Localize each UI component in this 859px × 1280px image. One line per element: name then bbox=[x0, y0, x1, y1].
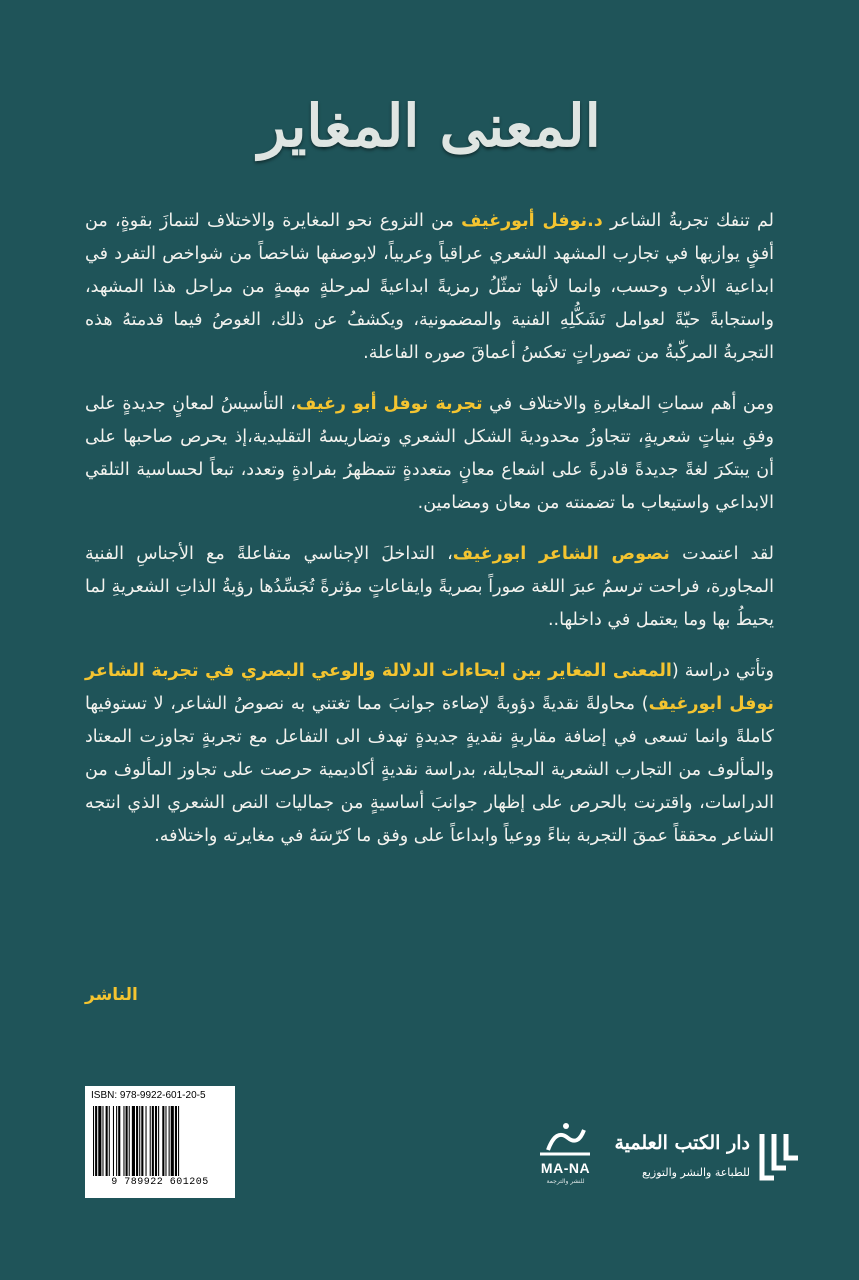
barcode-bar bbox=[150, 1106, 151, 1176]
barcode-digits: 9 789922 601205 bbox=[111, 1177, 209, 1188]
barcode-bar bbox=[132, 1106, 135, 1176]
barcode-bar bbox=[178, 1106, 179, 1176]
isbn-label: ISBN: 978-9922-601-20-5 bbox=[91, 1090, 206, 1101]
barcode-bar bbox=[139, 1106, 140, 1176]
barcode-bar bbox=[136, 1106, 138, 1176]
publisher-signature: الناشر bbox=[85, 985, 138, 1005]
dar-name: دار الكتب العلمية bbox=[614, 1132, 750, 1154]
barcode-bars bbox=[91, 1106, 229, 1176]
barcode-bar bbox=[93, 1106, 94, 1176]
paragraph-3-after: ، التداخلَ الإجناسي متفاعلةً مع الأجناسِ الفنية المجاورة، فراحت ترسمُ عبرَ اللغة صوراً بصريةً وايقاعاتٍ مؤثرةً تُجَسِّدُها رؤيةُ الذاتِ الشعريةِ لما يحيطُ بها وما يعتمل في داخلها.. bbox=[85, 544, 774, 630]
barcode-bar bbox=[126, 1106, 128, 1176]
mana-publisher-logo bbox=[528, 1120, 603, 1198]
dar-emblem-icon bbox=[758, 1130, 802, 1186]
isbn-barcode bbox=[85, 1086, 235, 1198]
barcode-bar bbox=[158, 1106, 159, 1176]
barcode-bar bbox=[155, 1106, 157, 1176]
barcode-bar bbox=[169, 1106, 170, 1176]
dar-publisher-logo bbox=[612, 1128, 802, 1190]
paragraph-2-highlight: تجربة نوفل أبو رغيف bbox=[295, 394, 483, 414]
dar-subtitle: للطباعة والنشر والتوزيع bbox=[641, 1166, 750, 1179]
barcode-bar bbox=[95, 1106, 97, 1176]
mana-emblem-icon bbox=[528, 1120, 603, 1160]
paragraph-2 bbox=[85, 388, 774, 520]
paragraph-4-after: ) محاولةً نقديةً دؤوبةً لإضاءة جوانبَ مما تغتني به نصوصُ الشاعر، لا تستوفيها كاملةً وانما تسعى في إضافة مقاربةٍ نقديةٍ جديدةٍ تهدف الى التفاعل مع تجربةٍ تجاوزت المعتاد والمألوف من التجارب الشعرية المجايلة، بدراسة نقديةٍ أكاديمية حرصت على تجاوز المألوف من الدراسات، واقترنت بالحرص على إظهار جوانبَ أساسيةٍ من جماليات النص الشعري الذي انتجه الشاعر محققاً عمقَ التجربة بناءً ووعياً وابداعاً على وفق ما كرّسَهُ في مغايرته واختلافه. bbox=[85, 694, 774, 846]
paragraph-2-after: ، التأسيسُ لمعانٍ جديدةٍ على وفقِ بنياتٍ شعريةٍ، تتجاوزُ محدوديةَ الشكل الشعري وتضاريسهُ التقليدية،إذ يحرص صاحبها على أن يبتكرَ لغةً جديدةً قادرةً على اشعاع معانٍ متعددةٍ تتمظهرُ بفرادةٍ وتعدد، تبعاً لحساسية التلقي الابداعي واستيعاب ما تضمنته من معان ومضامين. bbox=[85, 394, 774, 513]
barcode-bar bbox=[113, 1106, 114, 1176]
barcode-bar bbox=[98, 1106, 101, 1176]
paragraph-3 bbox=[85, 538, 774, 637]
paragraph-1-after: من النزوع نحو المغايرة والاختلاف لتنمازَ بقوةٍ، من أفقٍ يوازيها في تجارب المشهد الشعري عراقياً وعربياً، لابوصفها شاخصاً من شواخص التفرد في ابداعية الأدب وحسب، وانما لأنها تمثّلُ رمزيةً ابداعيةً لمرحلةٍ مهمةٍ من مراحل هذا المشهد، واستجابةً حيّةً لعوامل تَشَكُّلِهِ الفنية والمضمونية، ويكشفُ عن ذلك، الغوصُ فيما قدمتهُ هذه التجربةُ المركّبةُ من تصوراتٍ تعكسُ أعماقَ صوره الفاعلة. bbox=[85, 211, 774, 363]
paragraph-3-highlight: نصوص الشاعر ابورغيف bbox=[452, 544, 670, 564]
paragraph-1-highlight: د.نوفل أبورغيف bbox=[461, 211, 603, 231]
paragraph-1-before: لم تنفك تجربةُ الشاعر bbox=[602, 211, 774, 231]
paragraph-2-before: ومن أهم سماتِ المغايرةِ والاختلاف في bbox=[482, 394, 774, 414]
barcode-bar bbox=[118, 1106, 120, 1176]
book-title: المعنى المغاير bbox=[258, 92, 601, 160]
mana-name: MA-NA bbox=[540, 1160, 591, 1176]
barcode-bar bbox=[171, 1106, 174, 1176]
barcode-bar bbox=[165, 1106, 166, 1176]
barcode-bar bbox=[162, 1106, 164, 1176]
barcode-bar bbox=[116, 1106, 117, 1176]
barcode-bar bbox=[175, 1106, 177, 1176]
paragraph-4-highlight: المعنى المغاير بين ايحاءات الدلالة والوعي البصري في تجربة الشاعر نوفل ابورغيف bbox=[85, 661, 774, 714]
paragraph-3-before: لقد اعتمدت bbox=[669, 544, 775, 564]
paragraph-1 bbox=[85, 205, 774, 370]
barcode-bar bbox=[102, 1106, 103, 1176]
mana-subtitle: للنشر والترجمة bbox=[546, 1178, 585, 1185]
barcode-bar bbox=[109, 1106, 110, 1176]
barcode-bar bbox=[141, 1106, 143, 1176]
paragraph-4-before: وتأتي دراسة ( bbox=[671, 661, 774, 681]
paragraph-4 bbox=[85, 655, 774, 853]
barcode-bar bbox=[152, 1106, 154, 1176]
barcode-bar bbox=[129, 1106, 130, 1176]
barcode-bar bbox=[123, 1106, 124, 1176]
barcode-bar bbox=[146, 1106, 147, 1176]
barcode-bar bbox=[106, 1106, 108, 1176]
back-cover-text bbox=[85, 205, 774, 871]
